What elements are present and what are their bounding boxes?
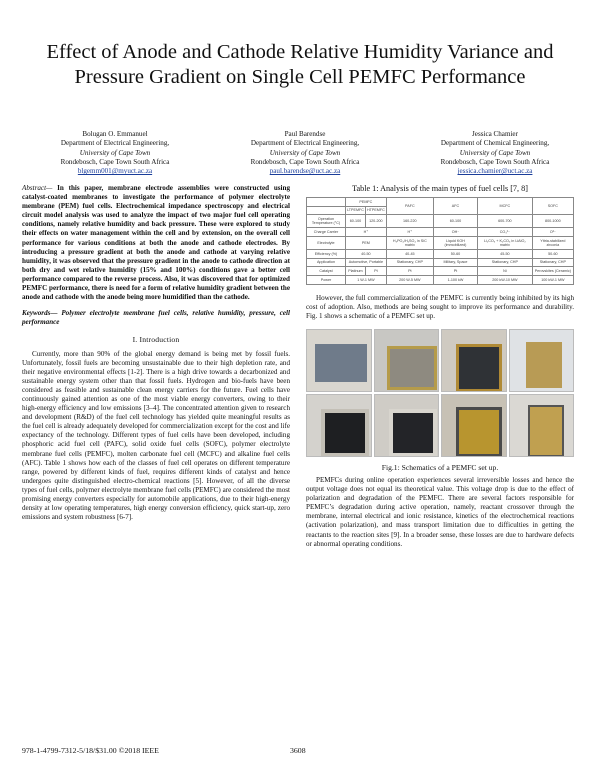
table-row: [307, 258, 574, 267]
table-cell: H⁺: [386, 228, 433, 237]
test-station-icon: [526, 342, 562, 388]
table-cell: 160-220: [386, 215, 433, 228]
table-row: [307, 215, 574, 228]
table-cell: 600-700: [478, 215, 533, 228]
right-paragraph-1: However, the full commercialization of the PEMFC is currently being inhibited by its high cost of adoption. Also, methods are being sought to improve its performance and durability. Fig. 1 shows a schematic of a PEMFC set up.: [306, 293, 574, 320]
author-name: Jessica Chamier: [472, 130, 518, 138]
table-cell: OH⁻: [433, 228, 477, 237]
photo-panel-2: [374, 329, 440, 392]
table-cell: H₃PO₄/H₂SO₄ in SiC matrix: [386, 237, 433, 250]
fuel-cell-table: [306, 197, 574, 285]
table-cell: H⁺: [346, 228, 387, 237]
author-department: Department of Electrical Engineering,: [60, 139, 170, 148]
table-cell: 200 kW-10 MW: [478, 276, 533, 285]
author-email[interactable]: blgemm001@myuct.ac.za: [77, 167, 153, 176]
table-row: [307, 250, 574, 259]
author-institution: University of Cape Town: [79, 148, 151, 157]
table-cell: Platinum: [346, 267, 366, 276]
left-column: [22, 184, 290, 522]
table-cell: 1 W-1 MW: [346, 276, 387, 285]
cell-assembly-icon: [456, 407, 502, 457]
row-label: Power: [307, 276, 346, 285]
table-subheader-cell: HTPEMFC: [365, 206, 386, 215]
table-cell: 40-45: [386, 250, 433, 259]
photo-panel-8: [509, 394, 575, 457]
row-label: Charge Carrier: [307, 228, 346, 237]
intro-paragraph: Currently, more than 90% of the global energy demand is being met by fossil fuels. Unfortunately, fossil fuels are becoming unsustainable due to their high depletion rate, and their negative environmental effects [1-2]. There is a high drive towards a decarbonized and sustainable energy system other than that fossil fuels. Hydrogen and bio-fuels have been considered as feasible and sustainable clean energy carriers for the future. Fuel cells have continuously gained attention as one of the most viable energy converters, owing to their high-energy efficiency and low emissions [3–4]. The concentrated attention given to research and development (R&D) of the fuel cell technology has yielded quite meaningful results as the fuel cell is already adequately developed for commercialization except for the cost and life expectancy of the technology. Different types of fuel cells have been developed, including phosphoric acid fuel cell (PAFC), solid oxide fuel cells (SOFC), polymer electrolyte membrane fuel cells (PEMFC), molten carbonate fuel cell (MCFC) and alkaline fuel cells (AFC). Table 1 shows how each of the classes of fuel cell operates on different temperature range, powered by different kinds of fuel, requires different kinds of catalyst and hence undergoes quite distinguished electro-chemical reactions [5]. However, of all the diverse types of fuel cells, polymer electrolyte membrane fuel cells (PEMFC) are considered the most promising energy converters especially for automobile applications, due to their high-energy density at low operating temperatures, high energy conversion efficiency, quick start-up, zero emissions and system robustness [6-7].: [22, 349, 290, 522]
section-heading-introduction: I. Introduction: [132, 335, 180, 345]
table-header-cell: SOFC: [532, 198, 573, 215]
table-cell: 50-60: [532, 250, 573, 259]
table-cell: 1-100 kW: [433, 276, 477, 285]
row-label: Catalyst: [307, 267, 346, 276]
table-header-row: [307, 198, 574, 207]
paper-title: Effect of Anode and Cathode Relative Humidity Variance and Pressure Gradient on Single Cell PEMFC Performance: [46, 41, 554, 88]
right-column: [306, 184, 574, 549]
author-department: Department of Electrical Engineering,: [250, 139, 360, 148]
author-department: Department of Chemical Engineering,: [440, 139, 550, 148]
row-label: Electrolyte: [307, 237, 346, 250]
table-header-cell: MCFC: [478, 198, 533, 215]
table-cell: CO₃²⁻: [478, 228, 533, 237]
table-cell: 60-100: [433, 215, 477, 228]
photo-panel-7: [441, 394, 507, 457]
table-cell: 100 kW-1 MW: [532, 276, 573, 285]
table-header-cell: PAFC: [386, 198, 433, 215]
author-2: [215, 130, 395, 176]
table-cell: Li₂CO₃ + K₂CO₃ in LiAlO₂ matrix: [478, 237, 533, 250]
table-corner: [307, 206, 346, 215]
author-city: Rondebosch, Cape Town South Africa: [440, 157, 550, 166]
table-cell: Perovskites (Ceramic): [532, 267, 573, 276]
table-caption: Table 1: Analysis of the main types of fuel cells [7, 8]: [352, 184, 528, 193]
right-paragraph-2: PEMFCs during online operation experiences several irreversible losses and hence the output voltage does not equal its theoretical value. This voltage drop is due to the effect of polarization and degradation of the PEMFC. There are several factors responsible for PEMFC’s degradation during active operation, namely, reactant crossover through the membrane, internal electrical and ionic resistance, kinetics of the electrochemical reactions (activation polarization), and mass transport limitation due to difficulties in getting the reactants to the reaction sites [9]. In a broader sense, these losses are due to hardware defects or abnormal operating conditions.: [306, 476, 574, 548]
author-city: Rondebosch, Cape Town South Africa: [60, 157, 170, 166]
table-cell: 40-50: [346, 250, 387, 259]
table-cell: PEM: [346, 237, 387, 250]
author-institution: University of Cape Town: [459, 148, 531, 157]
table-header-cell: AFC: [433, 198, 477, 215]
author-name: Bolugan O. Emmanuel: [82, 130, 148, 138]
table-row: [307, 237, 574, 250]
table-row: [307, 228, 574, 237]
abstract-text: In this paper, membrane electrode assemblies were constructed using catalyst-coated membranes to investigate the performance of polymer electrolyte membrane (PEM) fuel cells. Electrochemical impedance spectroscopy and electrical circuit model analysis was used to analyze the impact of two major fuel cell operating conditions, namely relative humidity and back pressure. These were explored to study their effects on water management within the cell and by extension, on the overall cell performance for various conditions at both the anode and cathode electrodes. By introducing a pressure gradient at both the anode and cathode at varying relative humidity, it was observed that the pressure gradient in the anode to cathode direction at both dry and wet relative humidity (15% and 100%) conditions gave a better cell performance compared to the reverse process. Also, it was discovered that for optimized PEMFC performance, there is need for a form of relative humidity gradient between the anode and cathode with the anode being more humidified than the cathode.: [22, 184, 290, 302]
table-cell: Ni: [478, 267, 533, 276]
table-cell: 60-100: [346, 215, 366, 228]
table-cell: 45-50: [478, 250, 533, 259]
author-institution: University of Cape Town: [269, 148, 341, 157]
table-row: [307, 276, 574, 285]
table-cell: Stationary, CHP: [478, 258, 533, 267]
table-cell: Military, Space: [433, 258, 477, 267]
photo-panel-6: [374, 394, 440, 457]
sealed-mea-icon: [389, 409, 437, 457]
table-cell: Stationary, CHP: [532, 258, 573, 267]
photo-panel-1: [306, 329, 372, 392]
author-city: Rondebosch, Cape Town South Africa: [250, 157, 360, 166]
row-label: Operation Temperature (°C): [307, 215, 346, 228]
flow-plate-icon: [456, 344, 502, 392]
single-cell-icon: [528, 405, 564, 457]
author-3: [405, 130, 585, 176]
photo-panel-3: [441, 329, 507, 392]
figure-caption: Fig.1: Schematics of a PEMFC set up.: [381, 462, 499, 472]
table-cell: Automotive, Portable: [346, 258, 387, 267]
author-email[interactable]: paul.barendse@uct.ac.za: [269, 167, 341, 176]
photo-panel-4: [509, 329, 575, 392]
table-cell: 50-60: [433, 250, 477, 259]
table-cell: Pt: [433, 267, 477, 276]
mea-icon: [321, 409, 369, 457]
gasket-icon: [387, 346, 437, 390]
author-1: [25, 130, 205, 176]
row-label: Efficiency (%): [307, 250, 346, 259]
table-subheader-cell: LTPEMFC: [346, 206, 366, 215]
table-row: [307, 267, 574, 276]
table-cell: O²⁻: [532, 228, 573, 237]
author-email[interactable]: jessica.chamier@uct.ac.za: [457, 167, 533, 176]
table-cell: 800-1000: [532, 215, 573, 228]
abstract-label: Abstract—: [22, 184, 53, 192]
figure-1-photos: [306, 329, 574, 457]
footer-isbn: 978-1-4799-7312-5/18/$31.00 ©2018 IEEE: [22, 746, 159, 755]
row-label: Application: [307, 258, 346, 267]
table-corner: [307, 198, 346, 207]
table-cell: Pt: [386, 267, 433, 276]
table-cell: 200 W-5 MW: [386, 276, 433, 285]
photo-panel-5: [306, 394, 372, 457]
table-cell: Liquid KOH (immobilized): [433, 237, 477, 250]
keywords: Keywords— Polymer electrolyte membrane fuel cells, relative humidity, pressure, cell performance: [22, 309, 290, 327]
page-number: 3608: [290, 746, 306, 755]
table-cell: Yttria-stabilized zirconia: [532, 237, 573, 250]
table-header-cell: PEMFC: [346, 198, 387, 207]
table-cell: 120-200: [365, 215, 386, 228]
table-cell: Pt: [365, 267, 386, 276]
table-cell: Stationary, CHP: [386, 258, 433, 267]
abstract: [22, 184, 290, 302]
author-block: [25, 130, 585, 176]
author-name: Paul Barendse: [284, 130, 326, 138]
membrane-icon: [315, 344, 367, 382]
